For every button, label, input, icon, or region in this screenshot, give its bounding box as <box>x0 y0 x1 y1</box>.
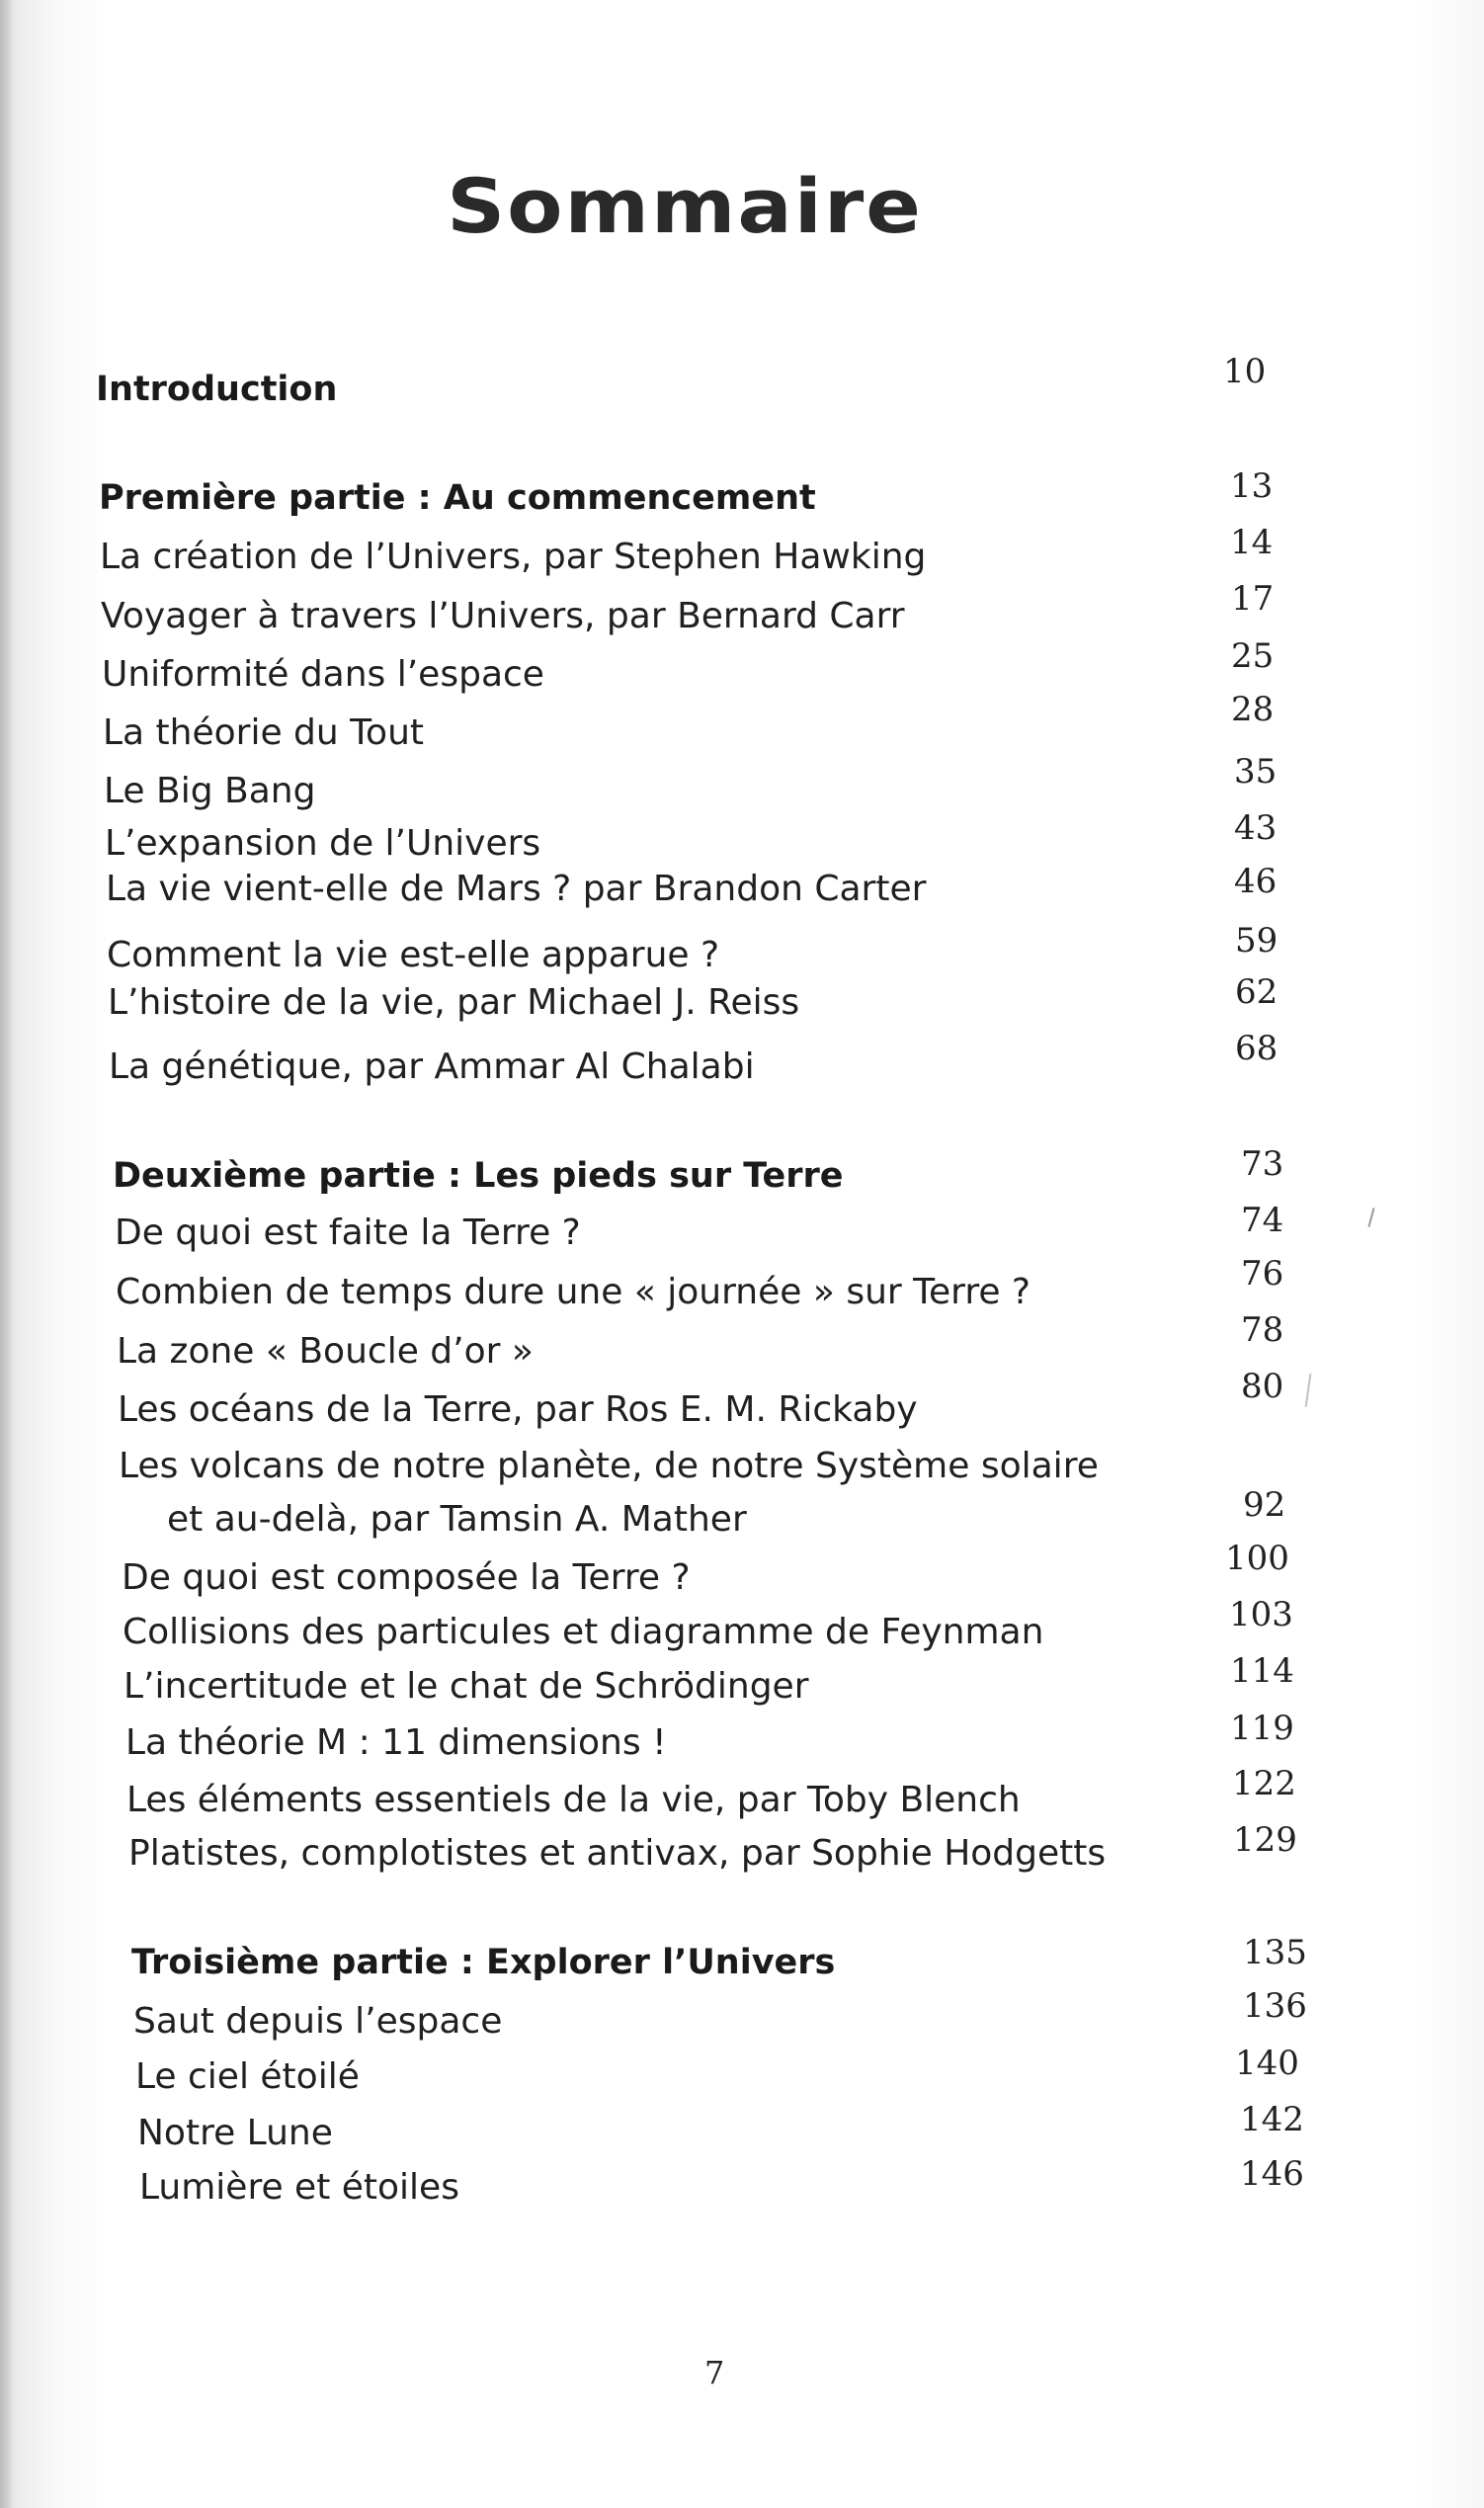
toc-page-number: 114 <box>1230 1651 1294 1691</box>
toc-page-number: 59 <box>1235 921 1278 961</box>
toc-entry-label: Platistes, complotistes et antivax, par Sophie Hodgetts <box>128 1833 1107 1874</box>
toc-page-number: 78 <box>1241 1310 1284 1350</box>
toc-entry-label: Les éléments essentiels de la vie, par Toby Blench <box>126 1780 1021 1820</box>
toc-entry-label: La création de l’Univers, par Stephen Hawking <box>100 537 927 577</box>
toc-page-number: 80 <box>1241 1367 1284 1406</box>
toc-page-number: 122 <box>1232 1764 1296 1803</box>
toc-entry-label: Le ciel étoilé <box>135 2056 360 2097</box>
toc-entry-label: La théorie M : 11 dimensions ! <box>125 1722 667 1763</box>
toc-entry-label: De quoi est composée la Terre ? <box>122 1557 691 1598</box>
toc-page-number: 103 <box>1229 1595 1293 1634</box>
toc-entry-label: La vie vient-elle de Mars ? par Brandon Carter <box>106 869 927 909</box>
toc-entry-label: Saut depuis l’espace <box>133 2001 503 2042</box>
toc-heading-label: Troisième partie : Explorer l’Univers <box>131 1943 836 1982</box>
toc-entry-label: Notre Lune <box>137 2113 333 2153</box>
toc-entry-label: Collisions des particules et diagramme de Feynman <box>123 1612 1044 1652</box>
toc-page-number: 100 <box>1225 1539 1289 1578</box>
toc-entry-label: La zone « Boucle d’or » <box>117 1331 534 1372</box>
toc-heading-label: Deuxième partie : Les pieds sur Terre <box>113 1156 844 1196</box>
toc-page-number: 68 <box>1235 1029 1278 1068</box>
toc-page-number: 136 <box>1243 1986 1307 2026</box>
toc-entry-label: Le Big Bang <box>104 771 316 811</box>
toc-entry-label: L’expansion de l’Univers <box>105 823 541 864</box>
toc-page-number: 146 <box>1240 2154 1304 2194</box>
toc-page-number: 17 <box>1231 579 1275 619</box>
toc-entry-label: L’histoire de la vie, par Michael J. Reiss <box>108 982 800 1023</box>
toc-page-number: 35 <box>1234 752 1278 792</box>
page-title: Sommaire <box>447 163 923 251</box>
toc-entry-label: Uniformité dans l’espace <box>102 654 544 695</box>
toc-page-number: 129 <box>1233 1820 1297 1860</box>
toc-entry-label: La génétique, par Ammar Al Chalabi <box>109 1046 755 1087</box>
toc-page-number: 25 <box>1231 636 1275 676</box>
toc-page-number: 28 <box>1231 690 1275 729</box>
toc-entry-label: Voyager à travers l’Univers, par Bernard Carr <box>101 596 905 636</box>
toc-page-number: 142 <box>1240 2100 1304 2139</box>
toc-heading-label: Première partie : Au commencement <box>99 478 816 518</box>
scan-mark <box>1367 1208 1374 1227</box>
toc-entry-label: Lumière et étoiles <box>139 2167 459 2208</box>
page-number: 7 <box>704 2354 725 2391</box>
toc-entry-label: De quoi est faite la Terre ? <box>115 1212 581 1253</box>
toc-page-number: 10 <box>1223 352 1267 391</box>
toc-entry-label: Combien de temps dure une « journée » sur Terre ? <box>116 1272 1031 1312</box>
toc-page-number: 46 <box>1234 862 1278 901</box>
toc-entry-label: Les océans de la Terre, par Ros E. M. Rickaby <box>118 1389 918 1430</box>
toc-heading-label: Introduction <box>96 370 338 409</box>
spine-shadow <box>0 0 14 2508</box>
toc-entry-label: et au-delà, par Tamsin A. Mather <box>167 1499 747 1540</box>
toc-page-number: 92 <box>1243 1485 1286 1525</box>
toc-page-number: 74 <box>1241 1201 1284 1240</box>
toc-entry-label: Comment la vie est-elle apparue ? <box>107 935 720 975</box>
toc-entry-label: Les volcans de notre planète, de notre Système solaire <box>119 1446 1099 1486</box>
toc-entry-label: La théorie du Tout <box>103 712 425 753</box>
toc-page-number: 140 <box>1235 2044 1299 2083</box>
toc-page-number: 43 <box>1234 808 1278 848</box>
toc-page-number: 14 <box>1230 523 1274 562</box>
toc-page-number: 73 <box>1241 1144 1284 1184</box>
toc-page-number: 13 <box>1230 466 1274 506</box>
toc-page-number: 76 <box>1241 1254 1284 1294</box>
toc-entry-label: L’incertitude et le chat de Schrödinger <box>124 1666 809 1707</box>
toc-page-number: 135 <box>1243 1933 1307 1972</box>
toc-page-number: 119 <box>1230 1709 1294 1748</box>
toc-page-number: 62 <box>1235 972 1278 1012</box>
scan-mark <box>1305 1374 1312 1407</box>
